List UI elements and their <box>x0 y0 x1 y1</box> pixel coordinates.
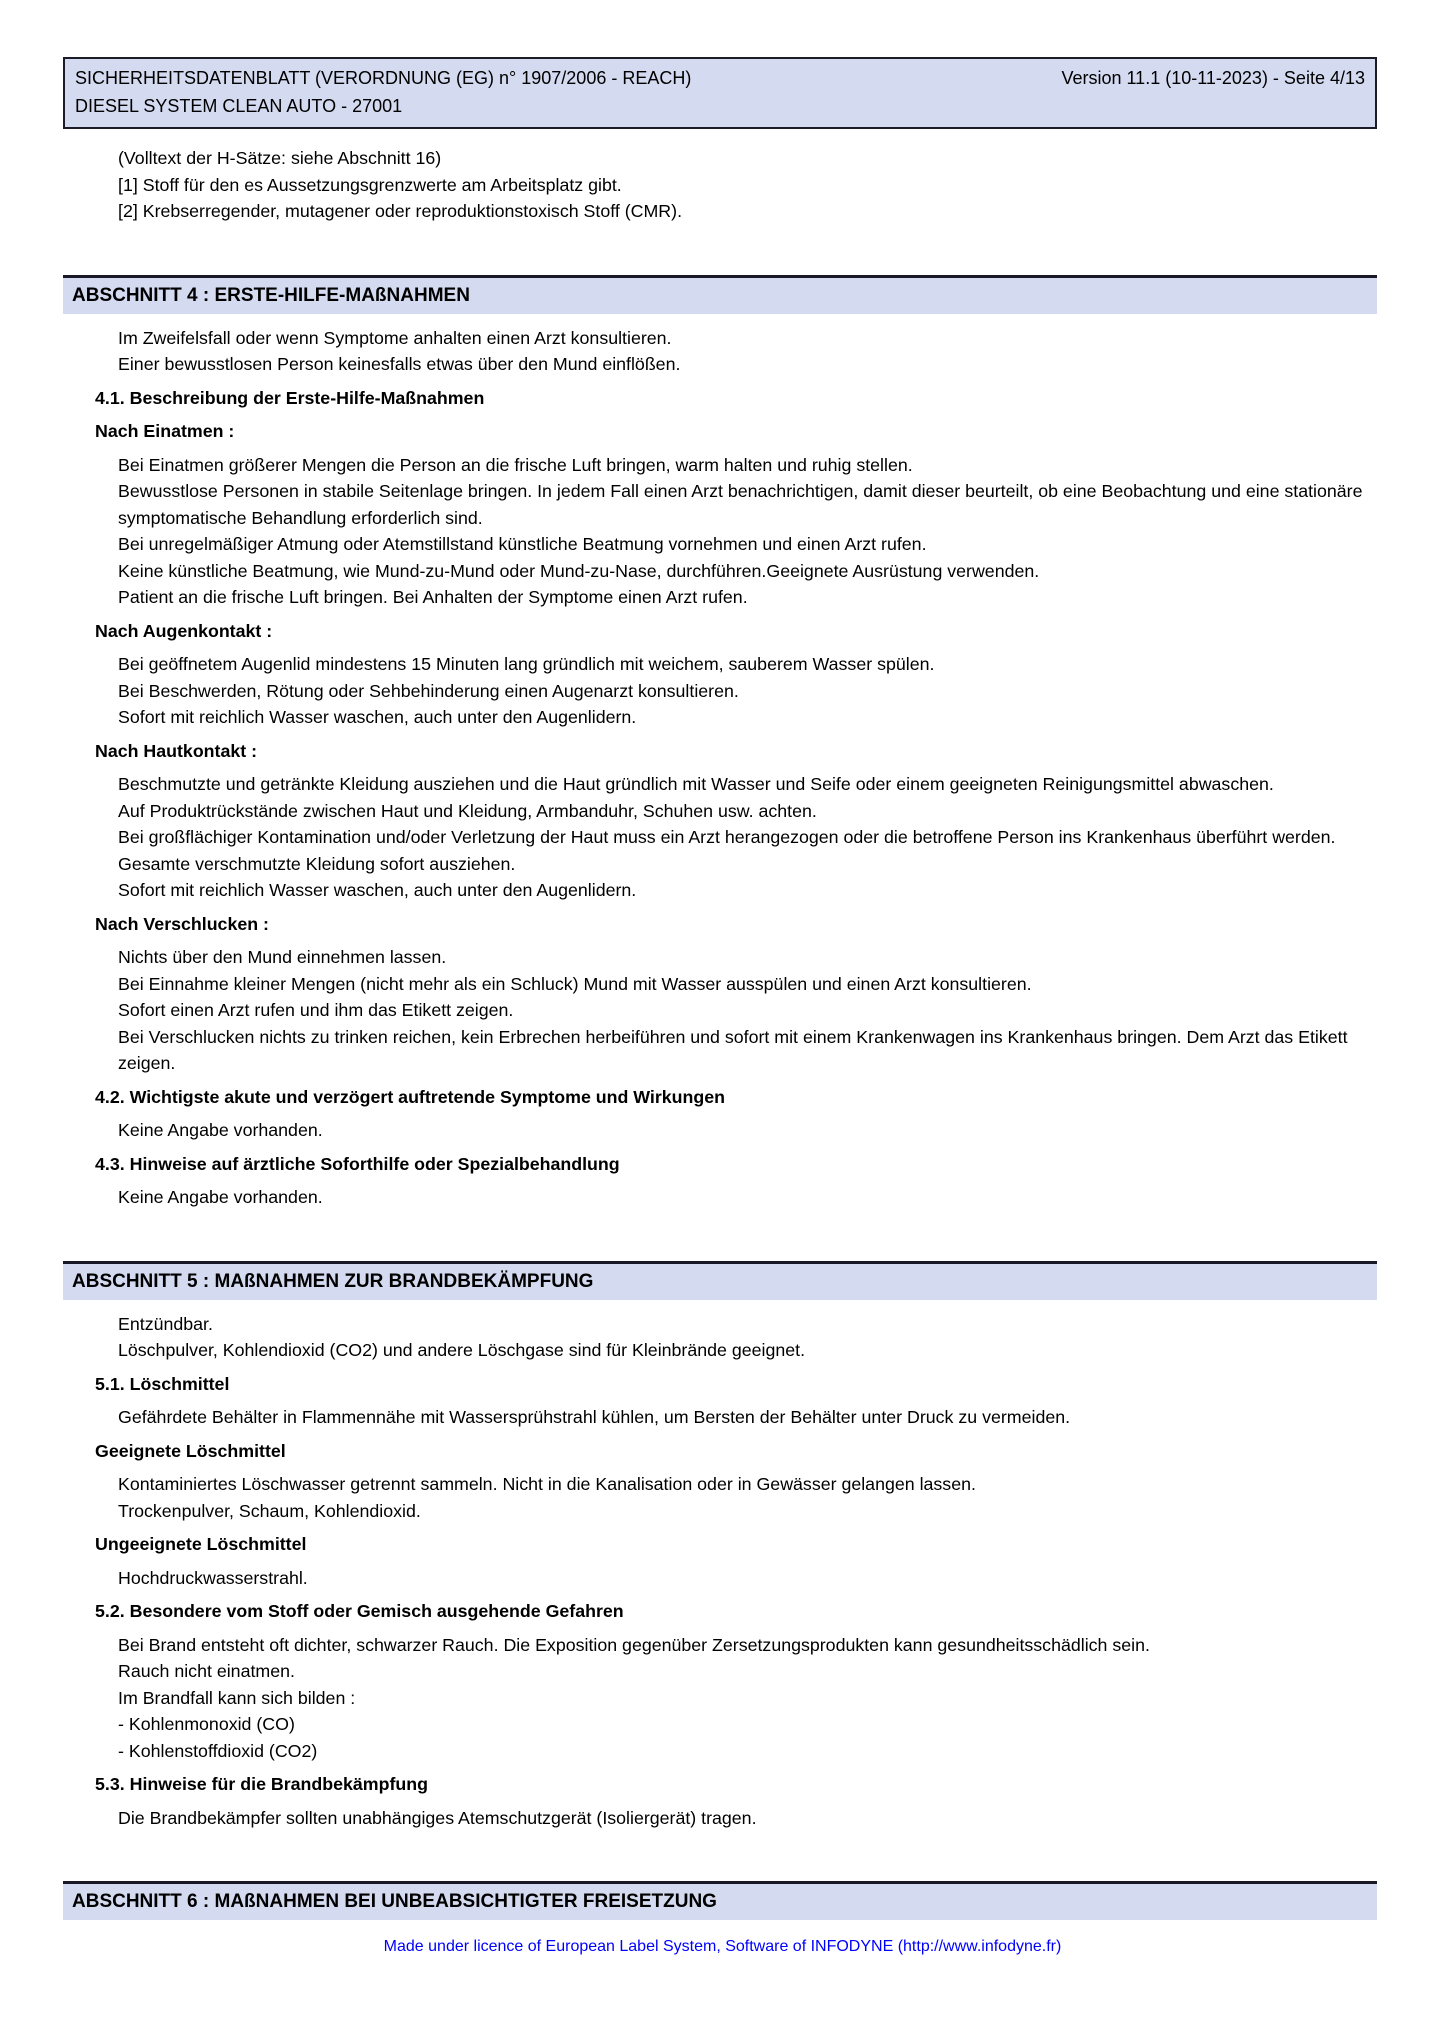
numbered-subheading: 5.3. Hinweise für die Brandbekämpfung <box>95 1774 428 1794</box>
paragraph: Löschpulver, Kohlendioxid (CO2) und andere Löschgase sind für Kleinbrände geeignet. <box>118 1340 806 1360</box>
section-header: ABSCHNITT 5 : MAßNAHMEN ZUR BRANDBEKÄMPFUNG <box>63 1261 1377 1300</box>
bold-label: Nach Hautkontakt : <box>95 740 258 761</box>
bold-label: Nach Augenkontakt : <box>95 620 273 641</box>
bold-label: Nach Verschlucken : <box>95 913 269 934</box>
intro-line: [1] Stoff für den es Aussetzungsgrenzwerte am Arbeitsplatz gibt. <box>118 174 622 195</box>
numbered-subheading: 4.1. Beschreibung der Erste-Hilfe-Maßnahmen <box>95 387 485 408</box>
paragraph: Im Zweifelsfall oder wenn Symptome anhalten einen Arzt konsultieren. <box>118 327 672 348</box>
paragraph: Patient an die frische Luft bringen. Bei Anhalten der Symptome einen Arzt rufen. <box>118 587 748 607</box>
paragraph: Bei Verschlucken nichts zu trinken reichen, kein Erbrechen herbeiführen und sofort mit einem Krankenwagen ins Krankenhaus bringen. Dem Arzt das Etikett zeigen. <box>118 1026 1348 1073</box>
intro-line: (Volltext der H-Sätze: siehe Abschnitt 16) <box>118 148 442 168</box>
paragraph: Bei Einatmen größerer Mengen die Person an die frische Luft bringen, warm halten und ruhig stellen. <box>118 454 913 475</box>
section-header: ABSCHNITT 4 : ERSTE-HILFE-MAßNAHMEN <box>63 275 1377 314</box>
paragraph: Entzündbar. <box>118 1313 213 1334</box>
document-header <box>63 57 1377 129</box>
doc-title: SICHERHEITSDATENBLATT (VERORDNUNG (EG) n° 1907/2006 - REACH) <box>75 68 692 88</box>
paragraph: Sofort einen Arzt rufen und ihm das Etikett zeigen. <box>118 1000 514 1020</box>
paragraph: Kontaminiertes Löschwasser getrennt sammeln. Nicht in die Kanalisation oder in Gewässer gelangen lassen. <box>118 1474 976 1494</box>
paragraph: Keine künstliche Beatmung, wie Mund-zu-Mund oder Mund-zu-Nase, durchführen.Geeignete Ausrüstung verwenden. <box>118 560 1040 581</box>
bold-label: Geeignete Löschmittel <box>95 1440 286 1461</box>
paragraph: Keine Angabe vorhanden. <box>118 1187 323 1207</box>
paragraph: Bei unregelmäßiger Atmung oder Atemstillstand künstliche Beatmung vornehmen und einen Arzt rufen. <box>118 534 927 554</box>
paragraph: Hochdruckwasserstrahl. <box>118 1567 308 1588</box>
paragraph: Bei Beschwerden, Rötung oder Sehbehinderung einen Augenarzt konsultieren. <box>118 680 739 701</box>
paragraph: Einer bewusstlosen Person keinesfalls etwas über den Mund einflößen. <box>118 354 681 374</box>
paragraph: Im Brandfall kann sich bilden : <box>118 1687 356 1708</box>
paragraph: Gefährdete Behälter in Flammennähe mit Wassersprühstrahl kühlen, um Bersten der Behälter unter Druck zu vermeiden. <box>118 1407 1071 1427</box>
numbered-subheading: 5.1. Löschmittel <box>95 1373 230 1394</box>
paragraph: Bei großflächiger Kontamination und/oder Verletzung der Haut muss ein Arzt herangezogen oder die betroffene Person ins Krankenhaus überführt werden. <box>118 827 1336 847</box>
paragraph: Beschmutzte und getränkte Kleidung ausziehen und die Haut gründlich mit Wasser und Seife oder einem geeigneten Reinigungsmittel abwaschen. <box>118 774 1274 794</box>
paragraph: - Kohlenstoffdioxid (CO2) <box>118 1740 318 1761</box>
paragraph: Gesamte verschmutzte Kleidung sofort ausziehen. <box>118 853 516 874</box>
footer <box>0 1938 1445 1956</box>
paragraph: Trockenpulver, Schaum, Kohlendioxid. <box>118 1500 421 1521</box>
paragraph: - Kohlenmonoxid (CO) <box>118 1714 295 1734</box>
numbered-subheading: 4.2. Wichtigste akute und verzögert auftretende Symptome und Wirkungen <box>95 1086 726 1107</box>
intro-line: [2] Krebserregender, mutagener oder reproduktionstoxisch Stoff (CMR). <box>118 201 683 221</box>
paragraph: Auf Produktrückstände zwischen Haut und Kleidung, Armbanduhr, Schuhen usw. achten. <box>118 800 817 821</box>
sections-container <box>63 275 1377 1921</box>
intro-block <box>63 145 1377 225</box>
numbered-subheading: 4.3. Hinweise auf ärztliche Soforthilfe oder Spezialbehandlung <box>95 1153 620 1174</box>
paragraph: Bei Brand entsteht oft dichter, schwarzer Rauch. Die Exposition gegenüber Zersetzungsprodukten kann gesundheitsschädlich sein. <box>118 1634 1150 1655</box>
paragraph: Die Brandbekämpfer sollten unabhängiges Atemschutzgerät (Isoliergerät) tragen. <box>118 1807 757 1828</box>
paragraph: Rauch nicht einatmen. <box>118 1661 295 1681</box>
paragraph: Keine Angabe vorhanden. <box>118 1120 323 1140</box>
paragraph: Nichts über den Mund einnehmen lassen. <box>118 947 447 967</box>
paragraph: Bei Einnahme kleiner Mengen (nicht mehr als ein Schluck) Mund mit Wasser ausspülen und einen Arzt konsultieren. <box>118 973 1032 994</box>
paragraph: Bei geöffnetem Augenlid mindestens 15 Minuten lang gründlich mit weichem, sauberem Wasser spülen. <box>118 654 935 674</box>
paragraph: Sofort mit reichlich Wasser waschen, auch unter den Augenlidern. <box>118 707 637 727</box>
paragraph: Bewusstlose Personen in stabile Seitenlage bringen. In jedem Fall einen Arzt benachrichtigen, damit dieser beurteilt, ob eine Beobachtung und eine stationäre symptomatische Behandlung erforderlich sind. <box>118 481 1363 528</box>
doc-version-page: Version 11.1 (10-11-2023) - Seite 4/13 <box>1061 68 1365 88</box>
bold-label: Ungeeignete Löschmittel <box>95 1534 307 1554</box>
document-header-row-1 <box>75 64 1365 92</box>
doc-product-name: DIESEL SYSTEM CLEAN AUTO - 27001 <box>75 96 403 116</box>
paragraph: Sofort mit reichlich Wasser waschen, auch unter den Augenlidern. <box>118 880 637 900</box>
section-header: ABSCHNITT 6 : MAßNAHMEN BEI UNBEABSICHTIGTER FREISETZUNG <box>63 1881 1377 1920</box>
bold-label: Nach Einatmen : <box>95 421 235 441</box>
numbered-subheading: 5.2. Besondere vom Stoff oder Gemisch ausgehende Gefahren <box>95 1601 624 1621</box>
footer-licence-link[interactable]: Made under licence of European Label System, Software of INFODYNE (http://www.infodyne.fr) <box>383 1938 1062 1955</box>
document-header-row-2 <box>75 92 1365 120</box>
